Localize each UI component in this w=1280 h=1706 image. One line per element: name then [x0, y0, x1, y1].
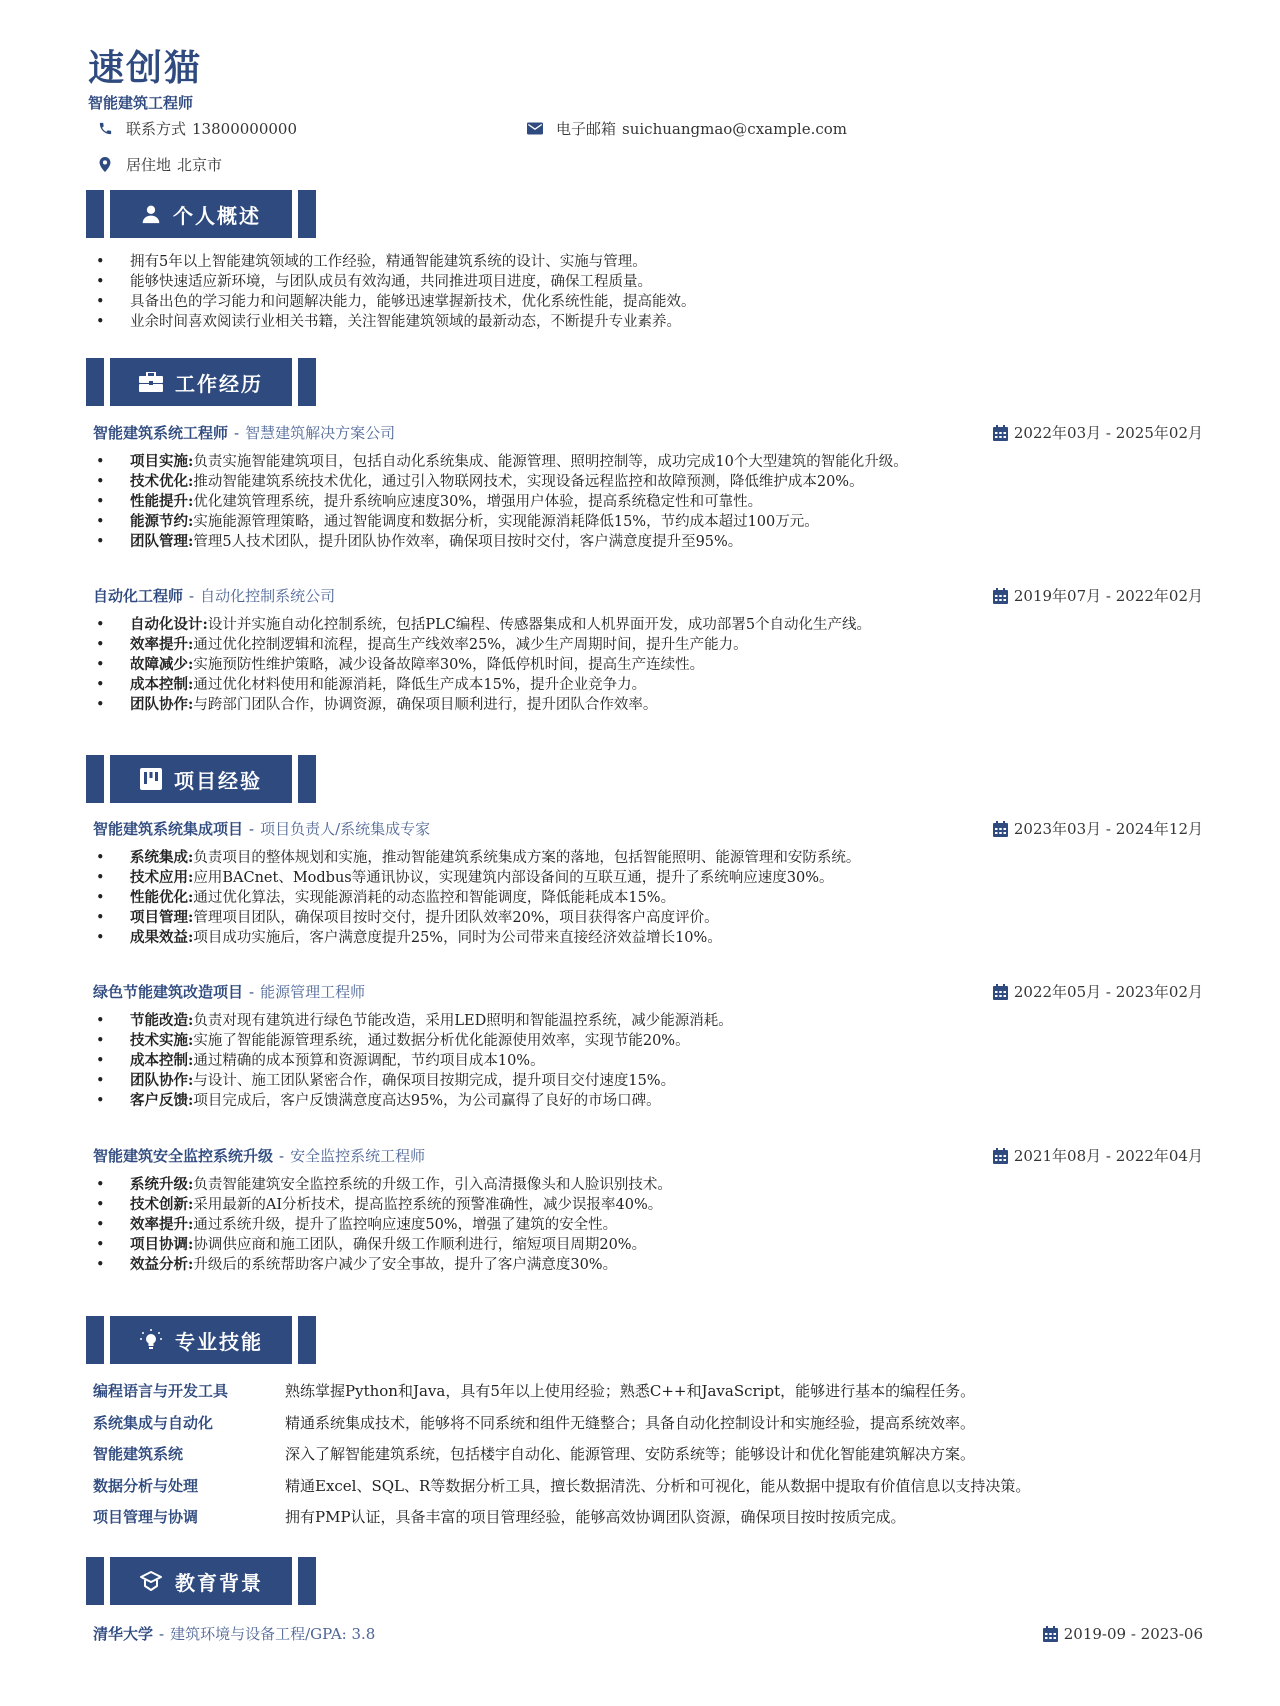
- project-role: 安全监控系统工程师: [290, 1147, 426, 1165]
- school-name: 清华大学: [93, 1625, 154, 1643]
- date-range: 2019-09 - 2023-06: [1063, 1624, 1203, 1643]
- graduation-cap-icon: [139, 1569, 163, 1593]
- header-bar-left: [86, 755, 104, 803]
- skill-row: [93, 1407, 1030, 1439]
- contact-email-label: 电子邮箱: [556, 120, 617, 138]
- work-entry-list: [96, 615, 871, 715]
- date-range: 2023年03月 - 2024年12月: [1013, 820, 1203, 838]
- lightbulb-icon: [139, 1328, 163, 1352]
- separator: -: [279, 1147, 285, 1165]
- user-icon: [141, 204, 161, 224]
- summary-item: • 能够快速适应新环境，与团队成员有效沟通，共同推进项目进度，确保工程质量。: [96, 272, 696, 292]
- project-entry-list: [96, 1175, 672, 1275]
- education-entry: [93, 1623, 1203, 1644]
- list-item: • 自动化设计:设计并实施自动化控制系统，包括PLC编程、传感器集成和人机界面开发，成功部署5个自动化生产线。: [96, 615, 871, 635]
- skill-desc: 精通系统集成技术，能够将不同系统和组件无缝整合；具备自动化控制设计和实施经验，提高系统效率。: [285, 1413, 976, 1432]
- summary-item: • 拥有5年以上智能建筑领域的工作经验，精通智能建筑系统的设计、实施与管理。: [96, 252, 696, 272]
- skill-row: [93, 1375, 1030, 1407]
- separator: -: [159, 1625, 165, 1643]
- company-name: 自动化控制系统公司: [200, 587, 336, 605]
- list-item: • 成本控制:通过优化材料使用和能源消耗，降低生产成本15%，提升企业竞争力。: [96, 675, 871, 695]
- list-item: • 性能优化:通过优化算法，实现能源消耗的动态监控和智能调度，降低能耗成本15%。: [96, 888, 860, 908]
- skills-list: [93, 1375, 1030, 1533]
- skill-desc: 深入了解智能建筑系统，包括楼宇自动化、能源管理、安防系统等；能够设计和优化智能建筑解决方案。: [285, 1445, 976, 1464]
- date-range: 2022年05月 - 2023年02月: [1013, 983, 1203, 1001]
- calendar-icon: [993, 588, 1008, 604]
- list-item: • 技术实施:实施了智能能源管理系统，通过数据分析优化能源使用效率，实现节能20%。: [96, 1031, 733, 1051]
- project-role: 能源管理工程师: [260, 983, 366, 1001]
- header-bar-left: [86, 190, 104, 238]
- contact-location-value: 北京市: [177, 156, 223, 174]
- calendar-icon: [993, 984, 1008, 1000]
- skill-name: 智能建筑系统: [93, 1445, 184, 1464]
- work-entry-header: [93, 585, 1203, 606]
- summary-item: • 具备出色的学习能力和问题解决能力，能够迅速掌握新技术，优化系统性能，提高能效。: [96, 292, 696, 312]
- list-item: • 效益分析:升级后的系统帮助客户减少了安全事故，提升了客户满意度30%。: [96, 1255, 672, 1275]
- contact-location-label: 居住地: [126, 156, 172, 174]
- calendar-icon: [993, 425, 1008, 441]
- contact-phone-label: 联系方式: [126, 120, 187, 138]
- contact-phone: [96, 118, 297, 139]
- skill-row: [93, 1501, 1030, 1533]
- project-entry-header: [93, 818, 1203, 839]
- list-item: • 效率提升:通过系统升级，提升了监控响应速度50%，增强了建筑的安全性。: [96, 1215, 672, 1235]
- project-name: 智能建筑安全监控系统升级: [93, 1147, 274, 1165]
- calendar-icon: [993, 821, 1008, 837]
- skill-desc: 熟练掌握Python和Java，具有5年以上使用经验；熟悉C++和JavaScript，能够进行基本的编程任务。: [285, 1382, 976, 1401]
- header-bar-right: [298, 1316, 316, 1364]
- phone-icon: [96, 120, 114, 138]
- project-role: 项目负责人/系统集成专家: [260, 820, 431, 838]
- header-bar-left: [86, 358, 104, 406]
- job-title: 自动化工程师: [93, 587, 184, 605]
- header-block: [110, 1557, 292, 1605]
- project-name: 智能建筑系统集成项目: [93, 820, 244, 838]
- section-header-summary: [86, 190, 318, 238]
- contact-email-value[interactable]: suichuangmao@cxample.com: [622, 119, 848, 138]
- major-gpa: 建筑环境与设备工程/GPA: 3.8: [170, 1625, 376, 1643]
- section-header-projects: [86, 755, 318, 803]
- list-item: • 项目协调:协调供应商和施工团队，确保升级工作顺利进行，缩短项目周期20%。: [96, 1235, 672, 1255]
- section-header-education: [86, 1557, 318, 1605]
- header-bar-right: [298, 358, 316, 406]
- date-range: 2022年03月 - 2025年02月: [1013, 424, 1203, 442]
- project-entry-list: [96, 1011, 733, 1111]
- project-name: 绿色节能建筑改造项目: [93, 983, 244, 1001]
- contact-location: [96, 154, 222, 175]
- section-title-work: 工作经历: [175, 371, 263, 396]
- job-title: 智能建筑系统工程师: [93, 424, 229, 442]
- section-title-summary: 个人概述: [173, 203, 261, 228]
- contact-email: [526, 118, 847, 139]
- header-block: [110, 358, 292, 406]
- list-item: • 节能改造:负责对现有建筑进行绿色节能改造，采用LED照明和智能温控系统，减少能源消耗。: [96, 1011, 733, 1031]
- skill-row: [93, 1470, 1030, 1502]
- skill-row: [93, 1438, 1030, 1470]
- header-block: [110, 1316, 292, 1364]
- candidate-title: 智能建筑工程师: [88, 94, 194, 112]
- skill-name: 编程语言与开发工具: [93, 1382, 229, 1401]
- list-item: • 技术应用:应用BACnet、Modbus等通讯协议，实现建筑内部设备间的互联互通，提升了系统响应速度30%。: [96, 868, 860, 888]
- project-entry-list: [96, 848, 860, 948]
- separator: -: [189, 587, 195, 605]
- section-title-projects: 项目经验: [174, 768, 262, 793]
- date-range: 2019年07月 - 2022年02月: [1013, 587, 1203, 605]
- location-icon: [96, 156, 114, 174]
- list-item: • 系统升级:负责智能建筑安全监控系统的升级工作，引入高清摄像头和人脸识别技术。: [96, 1175, 672, 1195]
- section-title-skills: 专业技能: [175, 1329, 263, 1354]
- calendar-icon: [1043, 1626, 1058, 1642]
- list-item: • 项目管理:管理项目团队，确保项目按时交付，提升团队效率20%，项目获得客户高度评价。: [96, 908, 860, 928]
- list-item: • 能源节约:实施能源管理策略，通过智能调度和数据分析，实现能源消耗降低15%，节约成本超过100万元。: [96, 512, 908, 532]
- board-icon: [140, 768, 162, 790]
- list-item: • 团队协作:与设计、施工团队紧密合作，确保项目按期完成，提升项目交付速度15%。: [96, 1071, 733, 1091]
- list-item: • 技术优化:推动智能建筑系统技术优化，通过引入物联网技术，实现设备远程监控和故障预测，降低维护成本20%。: [96, 472, 908, 492]
- skill-name: 数据分析与处理: [93, 1476, 199, 1495]
- header-bar-right: [298, 190, 316, 238]
- header-bar-right: [298, 1557, 316, 1605]
- list-item: • 效率提升:通过优化控制逻辑和流程，提高生产线效率25%，减少生产周期时间，提升生产能力。: [96, 635, 871, 655]
- skill-name: 项目管理与协调: [93, 1508, 199, 1527]
- header-bar-right: [298, 755, 316, 803]
- list-item: • 团队管理:管理5人技术团队，提升团队协作效率，确保项目按时交付，客户满意度提升至95%。: [96, 532, 908, 552]
- section-header-skills: [86, 1316, 318, 1364]
- separator: -: [249, 820, 255, 838]
- list-item: • 客户反馈:项目完成后，客户反馈满意度高达95%，为公司赢得了良好的市场口碑。: [96, 1091, 733, 1111]
- list-item: • 技术创新:采用最新的AI分析技术，提高监控系统的预警准确性，减少误报率40%。: [96, 1195, 672, 1215]
- skill-name: 系统集成与自动化: [93, 1413, 214, 1432]
- summary-item: • 业余时间喜欢阅读行业相关书籍，关注智能建筑领域的最新动态，不断提升专业素养。: [96, 312, 696, 332]
- project-entry-header: [93, 981, 1203, 1002]
- candidate-name: 速创猫: [88, 47, 203, 89]
- list-item: • 系统集成:负责项目的整体规划和实施，推动智能建筑系统集成方案的落地，包括智能照明、能源管理和安防系统。: [96, 848, 860, 868]
- briefcase-icon: [139, 372, 163, 392]
- header-bar-left: [86, 1557, 104, 1605]
- header-block: [110, 755, 292, 803]
- work-entry-list: [96, 452, 908, 552]
- contact-phone-value: 13800000000: [192, 119, 297, 138]
- section-header-work: [86, 358, 318, 406]
- skill-desc: 拥有PMP认证，具备丰富的项目管理经验，能够高效协调团队资源，确保项目按时按质完成。: [285, 1508, 906, 1527]
- project-entry-header: [93, 1145, 1203, 1166]
- list-item: • 性能提升:优化建筑管理系统，提升系统响应速度30%，增强用户体验，提高系统稳定性和可靠性。: [96, 492, 908, 512]
- skill-desc: 精通Excel、SQL、R等数据分析工具，擅长数据清洗、分析和可视化，能从数据中提取有价值信息以支持决策。: [285, 1476, 1031, 1495]
- date-range: 2021年08月 - 2022年04月: [1013, 1147, 1203, 1165]
- calendar-icon: [993, 1148, 1008, 1164]
- section-title-education: 教育背景: [175, 1570, 263, 1595]
- header-block: [110, 190, 292, 238]
- mail-icon: [526, 120, 544, 138]
- separator: -: [249, 983, 255, 1001]
- list-item: • 成果效益:项目成功实施后，客户满意度提升25%，同时为公司带来直接经济效益增长10%。: [96, 928, 860, 948]
- list-item: • 故障减少:实施预防性维护策略，减少设备故障率30%，降低停机时间，提高生产连续性。: [96, 655, 871, 675]
- list-item: • 项目实施:负责实施智能建筑项目，包括自动化系统集成、能源管理、照明控制等，成功完成10个大型建筑的智能化升级。: [96, 452, 908, 472]
- header-bar-left: [86, 1316, 104, 1364]
- list-item: • 团队协作:与跨部门团队合作，协调资源，确保项目顺利进行，提升团队合作效率。: [96, 695, 871, 715]
- list-item: • 成本控制:通过精确的成本预算和资源调配，节约项目成本10%。: [96, 1051, 733, 1071]
- summary-list: [96, 252, 696, 332]
- company-name: 智慧建筑解决方案公司: [245, 424, 396, 442]
- work-entry-header: [93, 422, 1203, 443]
- separator: -: [234, 424, 240, 442]
